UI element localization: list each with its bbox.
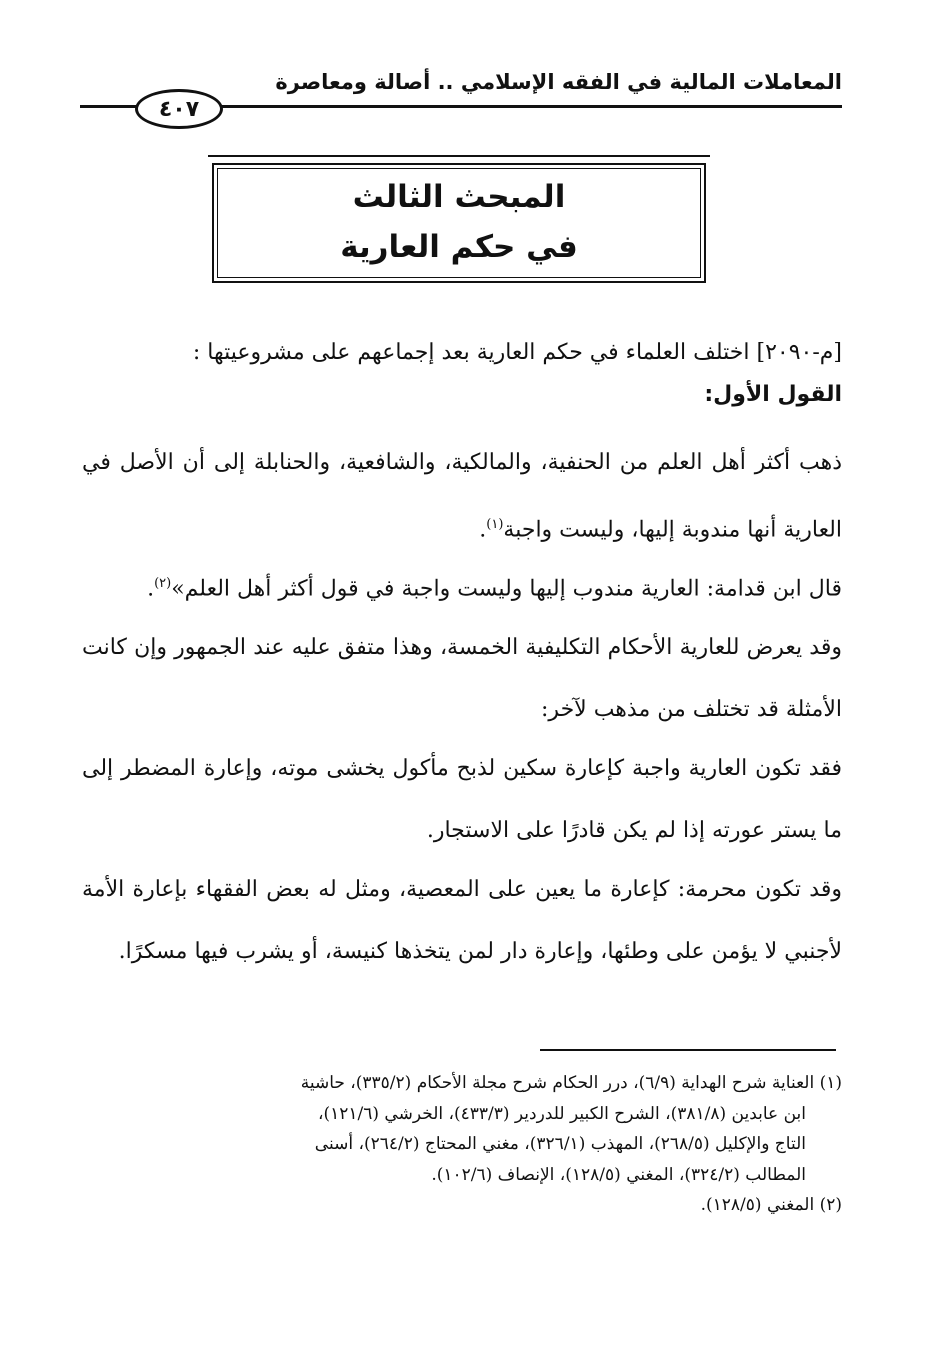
footnote-1-line1: (١) العناية شرح الهداية (٦/٩)، درر الحكام شرح مجلة الأحكام (٣٣٥/٢)، حاشية [300, 1073, 842, 1093]
paragraph-obligatory: فقد تكون العارية واجبة كإعارة سكين لذبح مأكول يخشى موته، وإعارة المضطر إلى ما يستر عورته إذا لم يكن قادرًا على الاستجار. [82, 756, 842, 843]
section-title-line1: المبحث الثالث [352, 179, 566, 215]
footnotes-block [76, 1068, 842, 1221]
section-title-line2: في حكم العارية [340, 229, 578, 265]
page-number: ٤٠٧ [158, 96, 200, 122]
paragraph-majority-text: ذهب أكثر أهل العلم من الحنفية، والمالكية، والشافعية، والحنابلة إلى أن الأصل في العارية أنها مندوبة إليها، وليست واجبة [82, 450, 842, 543]
paragraph-ibn-qudama-quote [82, 553, 842, 620]
footnote-separator [540, 1049, 836, 1051]
paragraph-majority-view [82, 432, 842, 561]
paragraph-five-rulings: وقد يعرض للعارية الأحكام التكليفية الخمسة، وهذا متفق عليه عند الجمهور وإن كانت الأمثلة قد تختلف من مذهب لآخر: [82, 635, 842, 722]
paragraph-forbidden: وقد تكون محرمة: كإعارة ما يعين على المعصية، ومثل له بعض الفقهاء بإعارة الأمة لأجنبي لا يؤمن على وطئها، وإعارة دار لمن يتخذها كنيسة، أو يشرب فيها مسكرًا. [82, 877, 842, 964]
section-top-rule [208, 155, 710, 157]
page-number-badge [135, 89, 223, 129]
subheading-first-opinion: القول الأول: [704, 382, 842, 407]
paragraph-intro: [م-٢٠٩٠] اختلف العلماء في حكم العارية بعد إجماعهم على مشروعيتها : [192, 340, 842, 365]
paragraph-end-mark: . [479, 517, 487, 543]
section-title-box [208, 155, 710, 285]
footnote-ref-2: (٢) [154, 576, 172, 591]
footnote-2: (٢) المغني (١٢٨/٥). [700, 1195, 842, 1215]
quote-text: قال ابن قدامة: العارية مندوب إليها وليست واجبة في قول أكثر أهل العلم» [171, 576, 842, 602]
footnote-ref-1: (١) [486, 517, 504, 532]
section-frame [212, 163, 706, 283]
running-header-title: المعاملات المالية في الفقه الإسلامي .. أصالة ومعاصرة [275, 70, 842, 94]
footnote-1-line2: ابن عابدين (٣٨١/٨)، الشرح الكبير للدردير (٤٣٣/٣)، الخرشي (١٢١/٦)، [318, 1103, 806, 1124]
footnote-1-line4: المطالب (٣٢٤/٢)، المغني (١٢٨/٥)، الإنصاف (١٠٢/٦). [431, 1164, 806, 1185]
footnote-1-line3: التاج والإكليل (٢٦٨/٥)، المهذب (٣٢٦/١)، مغني المحتاج (٢٦٤/٢)، أسنى [314, 1134, 806, 1154]
quote-end-mark: . [147, 576, 155, 602]
